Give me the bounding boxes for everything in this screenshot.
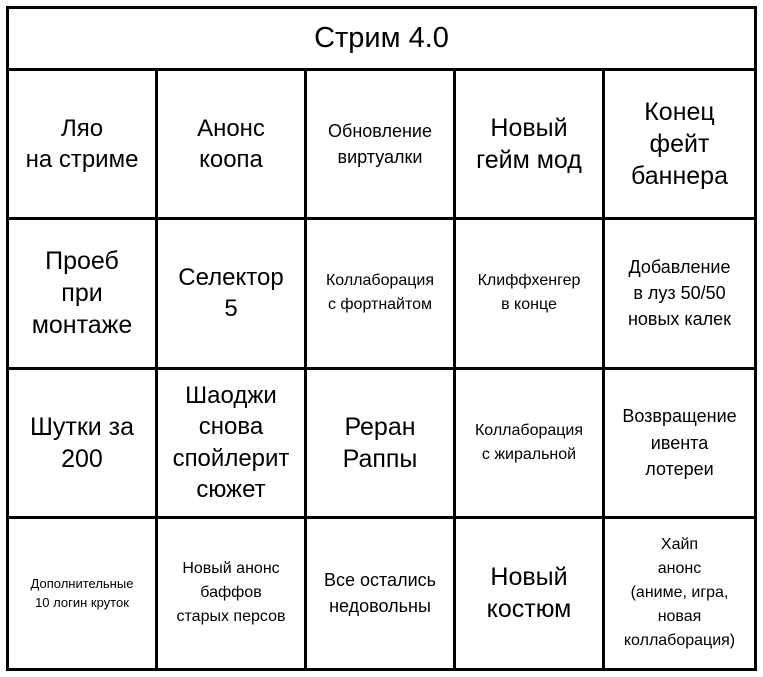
bingo-board	[6, 6, 757, 671]
bingo-cell: Дополнительные 10 логин круток	[9, 519, 158, 668]
bingo-cell: Новый гейм мод	[456, 71, 605, 220]
board-title: Стрим 4.0	[9, 9, 754, 71]
bingo-cell: Клиффхенгер в конце	[456, 220, 605, 369]
bingo-cell: Селектор 5	[158, 220, 307, 369]
bingo-cell: Коллаборация с фортнайтом	[307, 220, 456, 369]
bingo-cell: Коллаборация с жиральной	[456, 370, 605, 519]
bingo-cell: Хайп анонс (аниме, игра, новая коллаборация)	[623, 536, 736, 650]
bingo-cell: Реран Раппы	[307, 370, 456, 519]
bingo-grid	[9, 71, 754, 668]
bingo-cell: Возвращение ивента лотереи	[605, 370, 754, 519]
bingo-cell: Ляо на стриме	[9, 71, 158, 220]
bingo-cell: Шаоджи снова спойлерит сюжет	[158, 370, 307, 519]
bingo-cell: Шутки за 200	[9, 370, 158, 519]
bingo-cell: Новый анонс баффов старых персов	[158, 519, 307, 668]
bingo-cell: Все остались недовольны	[307, 519, 456, 668]
bingo-cell: Проеб при монтаже	[9, 220, 158, 369]
bingo-cell: Обновление виртуалки	[307, 71, 456, 220]
bingo-cell: Добавление в луз 50/50 новых калек	[605, 220, 754, 369]
bingo-cell: Конец фейт баннера	[605, 71, 754, 220]
bingo-cell: Новый костюм	[456, 519, 605, 668]
bingo-cell: Анонс коопа	[158, 71, 307, 220]
